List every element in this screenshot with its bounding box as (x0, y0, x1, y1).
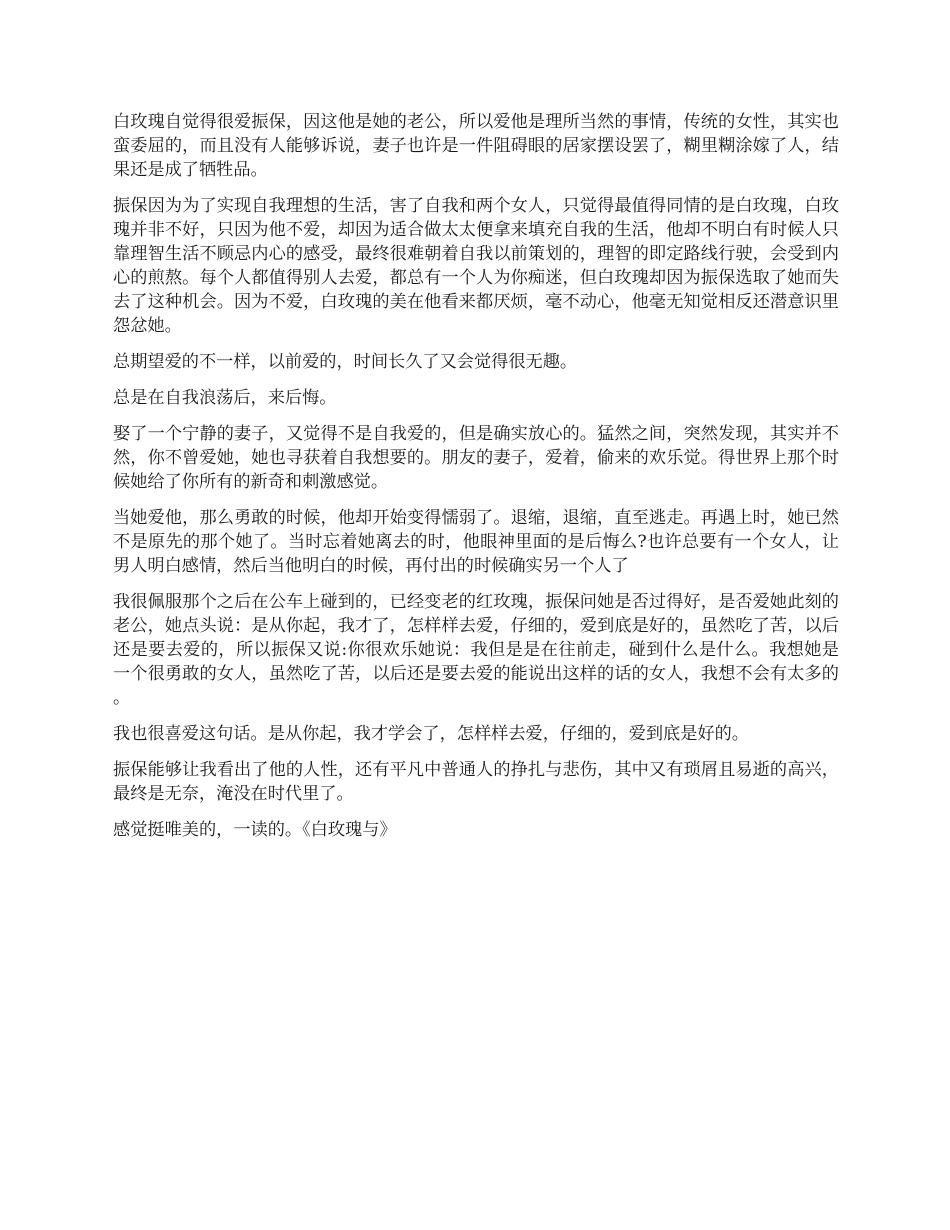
paragraph-10: 感觉挺唯美的，一读的。《白玫瑰与》 (113, 820, 397, 840)
paragraph-1: 白玫瑰自觉得很爱振保，因这他是她的老公，所以爱他是理所当然的事情，传统的女性，其实也蛮委屈的，而且没有人能够诉说，妻子也许是一件阻碍眼的居家摆设罢了，糊里糊涂嫁了人，结果还是成了牺牲品。 (113, 112, 839, 180)
paragraph-8: 我也很喜爱这句话。是从你起，我才学会了，怎样样去爱，仔细的，爱到底是好的。 (113, 724, 749, 744)
paragraph-7: 我很佩服那个之后在公车上碰到的，已经变老的红玫瑰，振保问她是否过得好，是否爱她此刻的老公，她点头说：是从你起，我才了，怎样样去爱，仔细的，爱到底是好的，虽然吃了苦，以后还是要去爱的，所以振保又说:你很欢乐她说：我但是是在往前走，碰到什么是什么。我想她是一个很勇敢的女人，虽然吃了苦，以后还是要去爱的能说出这样的话的女人，我想不会有太多的。 (113, 592, 839, 708)
document-body (113, 110, 839, 854)
paragraph-5: 娶了一个宁静的妻子，又觉得不是自我爱的，但是确实放心的。猛然之间，突然发现，其实并不然，你不曾爱她，她也寻获着自我想要的。朋友的妻子，爱着，偷来的欢乐觉。得世界上那个时候她给了你所有的新奇和刺激感觉。 (113, 424, 839, 492)
paragraph-6: 当她爱他，那么勇敢的时候，他却开始变得懦弱了。退缩，退缩，直至逃走。再遇上时，她已然不是原先的那个她了。当时忘着她离去的时，他眼神里面的是后悔么?也许总要有一个女人，让男人明白感情，然后当他明白的时候，再付出的时候确实另一个人了 (113, 508, 839, 576)
paragraph-9: 振保能够让我看出了他的人性，还有平凡中普通人的挣扎与悲伤，其中又有琐屑且易逝的高兴，最终是无奈，淹没在时代里了。 (113, 760, 839, 804)
paragraph-2: 振保因为为了实现自我理想的生活，害了自我和两个女人，只觉得最值得同情的是白玫瑰，白玫瑰并非不好，只因为他不爱，却因为适合做太太便拿来填充自我的生活，他却不明白有时候人只靠理智生活不顾忌内心的感受，最终很难朝着自我以前策划的，理智的即定路线行驶，会受到内心的煎熬。每个人都值得别人去爱，都总有一个人为你痴迷，但白玫瑰却因为振保选取了她而失去了这种机会。因为不爱，白玫瑰的美在他看来都厌烦，毫不动心，他毫无知觉相反还潜意识里怨忿她。 (113, 196, 839, 336)
paragraph-3: 总期望爱的不一样，以前爱的，时间长久了又会觉得很无趣。 (113, 352, 578, 372)
paragraph-4: 总是在自我浪荡后，来后悔。 (113, 388, 337, 408)
